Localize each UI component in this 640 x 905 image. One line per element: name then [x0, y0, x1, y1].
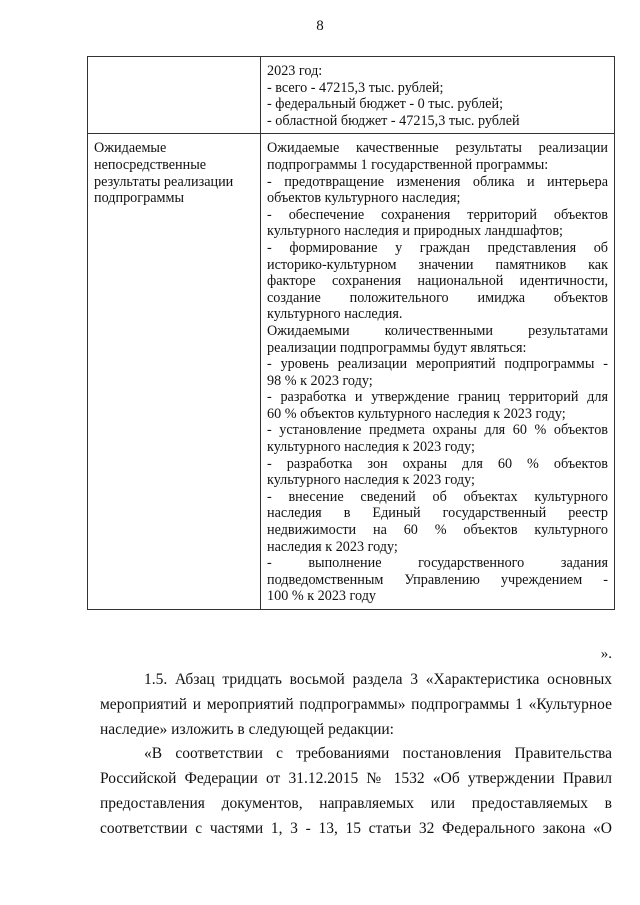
paragraph-line: предоставления документов, направляемых или предоставляемых в	[100, 795, 612, 812]
table-line: - федеральный бюджет - 0 тыс. рублей;	[267, 96, 504, 113]
table-line: 2023 год:	[267, 63, 323, 79]
table-line: реализации подпрограммы будут являться:	[267, 339, 527, 356]
paragraph-line: мероприятий и мероприятий подпрограммы» подпрограммы 1 «Культурное	[100, 696, 612, 713]
paragraph-line: наследие» изложить в следующей редакции:	[100, 721, 394, 738]
table-line: - предотвращение изменения облика и интерьера	[267, 173, 608, 190]
paragraph-line: Российской Федерации от 31.12.2015 № 1532 «Об утверждении Правил	[100, 770, 612, 787]
table-line: - разработка зон охраны для 60 % объектов	[267, 455, 608, 472]
table-line: недвижимости на 60 % объектов культурного	[267, 522, 608, 539]
table-line: - обеспечение сохранения территорий объектов	[267, 206, 608, 223]
table-line: культурного наследия к 2023 году;	[267, 439, 476, 456]
table-line: 100 % к 2023 году	[267, 588, 377, 605]
table-cell-empty-label	[88, 57, 261, 134]
table-line: 60 % объектов культурного наследия к 2023 году;	[267, 405, 566, 422]
table-line: Ожидаемые качественные результаты реализации	[267, 140, 608, 157]
table-cell-expected-results-label	[88, 134, 261, 610]
table-line: наследия в Единый государственный реестр	[267, 505, 608, 522]
table-line: 98 % к 2023 году;	[267, 372, 373, 389]
table-line: - выполнение государственного задания	[267, 555, 608, 572]
paragraph-line: соответствии с частями 1, 3 - 13, 15 статьи 32 Федерального закона «О	[100, 820, 612, 837]
table-line: факторе сохранения национальной идентичности,	[267, 273, 608, 290]
table-line: - разработка и утверждение границ территорий для	[267, 389, 608, 406]
table-label-line: результаты реализации	[94, 173, 234, 190]
table-line: Ожидаемыми количественными результатами	[267, 322, 608, 339]
table-line: наследия к 2023 году;	[267, 538, 398, 555]
paragraph-line: 1.5. Абзац тридцать восьмой раздела 3 «Характеристика основных	[144, 671, 612, 688]
table-line: - областной бюджет - 47215,3 тыс. рублей	[267, 112, 520, 129]
table-line: историко-культурном значении памятников как	[267, 256, 608, 273]
table-label-line: непосредственные	[94, 156, 207, 173]
table-line: - внесение сведений об объектах культурного	[267, 488, 608, 505]
table-line: - формирование у граждан представления об	[267, 239, 608, 256]
table-line: культурного наследия к 2023 году;	[267, 472, 476, 489]
table-line: культурного наследия.	[267, 306, 403, 323]
page-number: 8	[316, 18, 324, 34]
table-line: - уровень реализации мероприятий подпрограммы -	[267, 356, 608, 373]
paragraph-new-wording	[100, 741, 612, 841]
table-label-line: подпрограммы	[94, 190, 184, 207]
paragraph-line: «В соответствии с требованиями постановления Правительства	[144, 745, 612, 762]
table-cell-financing-2023	[261, 57, 615, 134]
closing-quote: ».	[600, 646, 612, 662]
subprogram-passport-table	[87, 56, 615, 610]
table-label-line: Ожидаемые	[94, 140, 167, 157]
table-cell-expected-results	[261, 134, 615, 610]
table-line: создание положительного имиджа объектов	[267, 289, 608, 306]
paragraph-amendment-1-5	[100, 667, 612, 742]
table-line: - установление предмета охраны для 60 % объектов	[267, 422, 608, 439]
table-row-expected-results	[88, 134, 615, 610]
table-line: - всего - 47215,3 тыс. рублей;	[267, 79, 444, 96]
table-line: подведомственным Управлению учреждением -	[267, 571, 608, 588]
table-row-financing	[88, 57, 615, 134]
table-line: культурного наследия и природных ландшафтов;	[267, 223, 563, 240]
table-line: объектов культурного наследия;	[267, 190, 461, 207]
table-line: подпрограммы 1 государственной программы:	[267, 156, 549, 173]
